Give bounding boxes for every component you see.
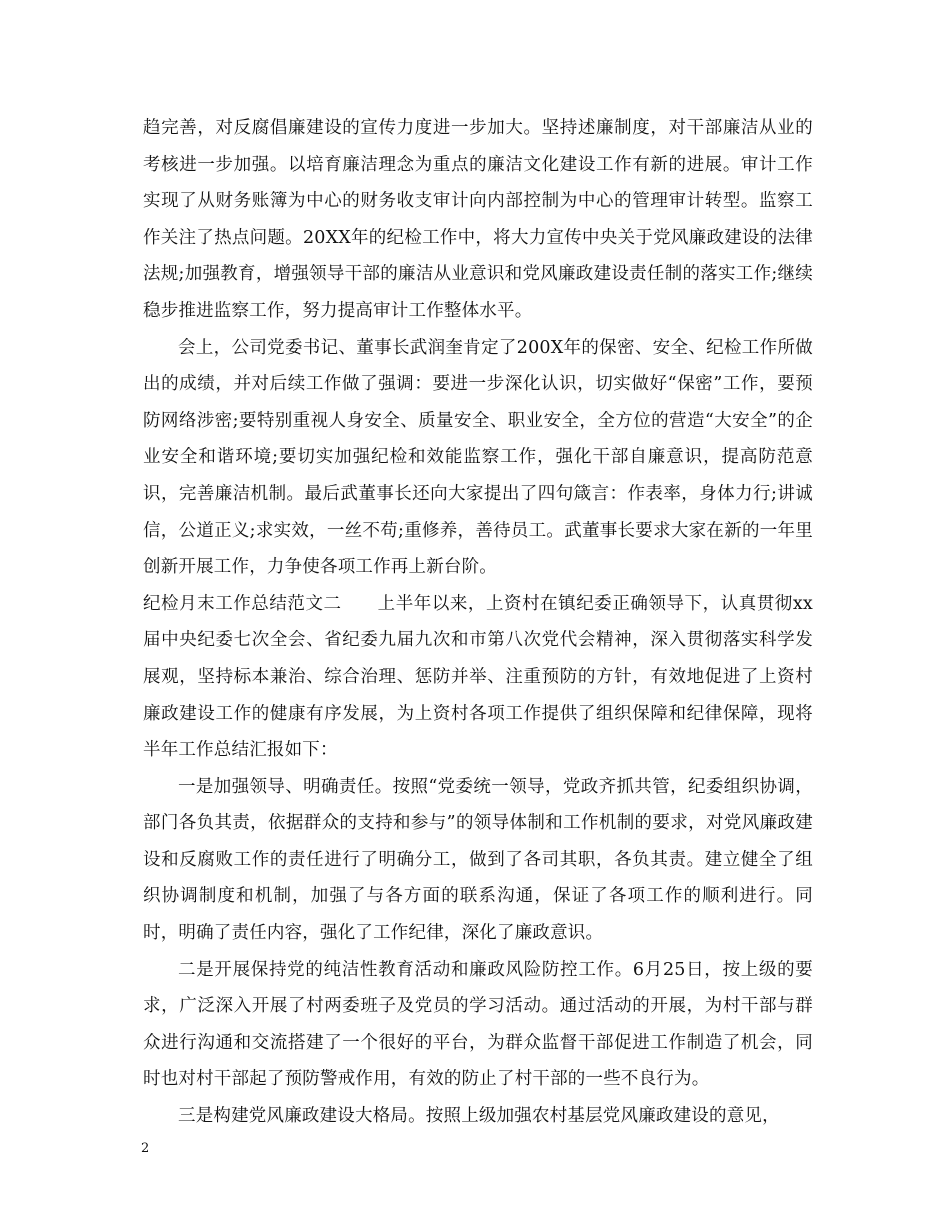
paragraph-4: 一是加强领导、明确责任。按照“党委统一领导，党政齐抓共管，纪委组织协调，部门各负其责，依据群众的支持和参与”的领导体制和工作机制的要求，对党风廉政建设和反腐败工作的责任进行了明确分工，做到了各司其职，各负其责。建立健全了组织协调制度和机制，加强了与各方面的联系沟通，保证了各项工作的顺利进行。同时，明确了责任内容，强化了工作纪律，深化了廉政意识。 (143, 776, 813, 944)
document-body (143, 110, 813, 1135)
paragraph-1: 趋完善，对反腐倡廉建设的宣传力度进一步加大。坚持述廉制度，对干部廉洁从业的考核进一步加强。以培育廉洁理念为重点的廉洁文化建设工作有新的进展。审计工作实现了从财务账簿为中心的财务收支审计向内部控制为中心的管理审计转型。监察工作关注了热点问题。20XX年的纪检工作中，将大力宣传中央关于党风廉政建设的法律法规;加强教育，增强领导干部的廉洁从业意识和党风廉政建设责任制的落实工作;继续稳步推进监察工作，努力提高审计工作整体水平。 (143, 118, 813, 321)
paragraph-3: 纪检月末工作总结范文二 上半年以来，上资村在镇纪委正确领导下，认真贯彻xx届中央纪委七次全会、省纪委九届九次和市第八次党代会精神，深入贯彻落实科学发展观，坚持标本兼治、综合治理、惩防并举、注重预防的方针，有效地促进了上资村廉政建设工作的健康有序发展，为上资村各项工作提供了组织保障和纪律保障，现将半年工作总结汇报如下： (143, 593, 813, 761)
page-number: 2 (141, 1141, 150, 1156)
paragraph-6: 三是构建党风廉政建设大格局。按照上级加强农村基层党风廉政建设的意见， (178, 1106, 780, 1127)
paragraph-2: 会上，公司党委书记、董事长武润奎肯定了200X年的保密、安全、纪检工作所做出的成绩，并对后续工作做了强调：要进一步深化认识，切实做好“保密”工作，要预防网络涉密;要特别重视人身安全、质量安全、职业安全，全方位的营造“大安全”的企业安全和谐环境;要切实加强纪检和效能监察工作，强化干部自廉意识，提高防范意识，完善廉洁机制。最后武董事长还向大家提出了四句箴言：作表率，身体力行;讲诚信，公道正义;求实效，一丝不苟;重修养，善待员工。武董事长要求大家在新的一年里创新开展工作，力争使各项工作再上新台阶。 (143, 337, 813, 578)
paragraph-5: 二是开展保持党的纯洁性教育活动和廉政风险防控工作。6月25日，按上级的要求，广泛深入开展了村两委班子及党员的学习活动。通过活动的开展，为村干部与群众进行沟通和交流搭建了一个很好的平台，为群众监督干部促进工作制造了机会，同时也对村干部起了预防警戒作用，有效的防止了村干部的一些不良行为。 (143, 959, 813, 1090)
